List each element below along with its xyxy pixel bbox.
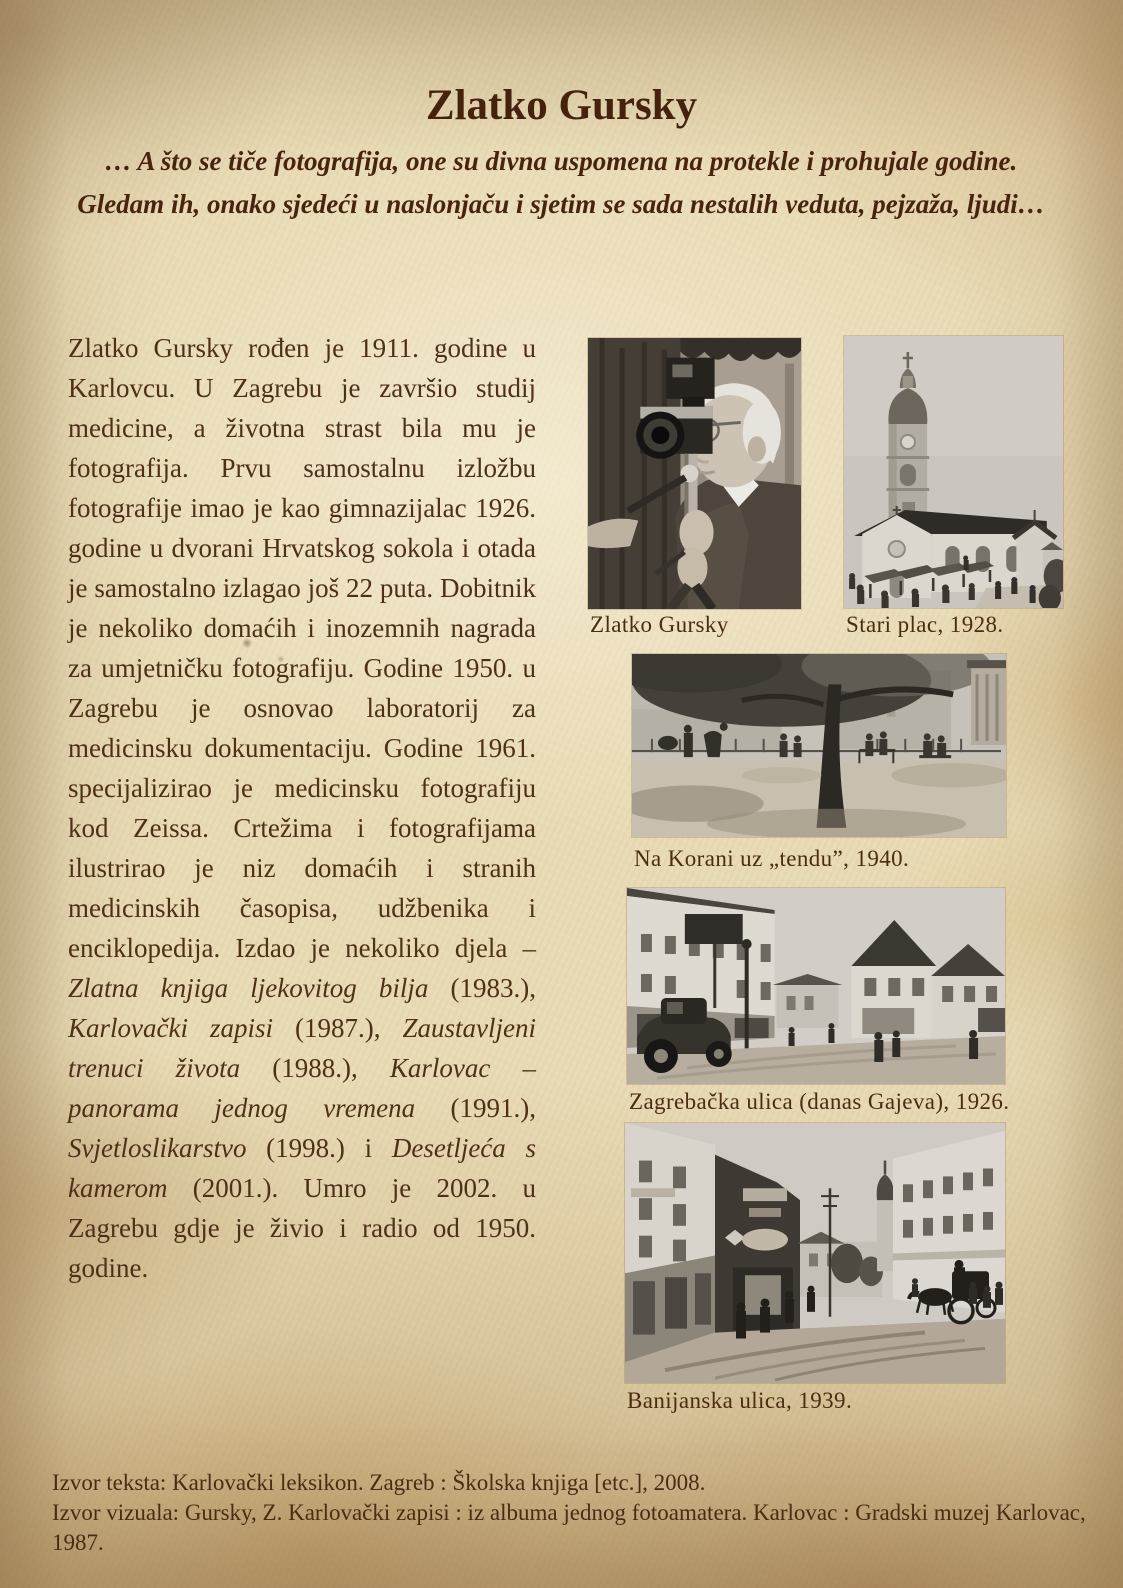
photo-caption-banijanska-ulica: Banijanska ulica, 1939. — [627, 1388, 853, 1413]
portrait-with-camera-image — [588, 338, 801, 609]
photo-banijanska-ulica — [625, 1123, 1005, 1383]
photo-stari-plac — [844, 336, 1063, 608]
source-text-line: Izvor teksta: Karlovački leksikon. Zagreb : Školska knjiga [etc.], 2008. — [52, 1470, 706, 1495]
photo-zlatko-gursky — [588, 338, 801, 609]
photo-caption-na-korani: Na Korani uz „tendu”, 1940. — [634, 846, 910, 871]
church-market-square-image — [844, 336, 1063, 608]
photo-caption-zagrebacka-ulica: Zagrebačka ulica (danas Gajeva), 1926. — [629, 1089, 1010, 1114]
street-carriage-image — [625, 1123, 1005, 1383]
source-visual-line: Izvor vizuala: Gursky, Z. Karlovački zapisi : iz albuma jednog fotoamatera. Karlovac : Gradski muzej Karlovac, 1987. — [52, 1500, 1086, 1555]
intro-quote: … A što se tiče fotografija, one su divna uspomena na protekle i prohujale godine. Gledam ih, onako sjedeći u naslonjaču i sjetim se sada nestalih veduta, pejzaža, ljudi… — [77, 146, 1045, 219]
biography-text: Zlatko Gursky rođen je 1911. godine u Karlovcu. U Zagrebu je završio studij medicine, a životna strast bila mu je fotografija. Prvu samostalnu izložbu fotografije imao je kao gimnazijalac 1926. godine u dvorani Hrvatskog sokola i otada je samostalno izlagao još 22 puta. Dobitnik je nekoliko domaćih i inozemnih nagrada za umjetničku fotografiju. Godine 1950. u Zagrebu je osnovao laboratorij za medicinsku dokumentaciju. Godine 1961. specijalizirao je medicinsku fotografiju kod Zeissa. Crtežima i fotografijama ilustrirao je niz domaćih i stranih medicinskih časopisa, udžbenika i enciklopedija. Izdao je nekoliko djela – Zlatna knjiga ljekovitog bilja (1983.), Karlovački zapisi (1987.), Zaustavljeni trenuci života (1988.), Karlovac – panorama jednog vremena (1991.), Svjetloslikarstvo (1998.) i Desetljeća s kamerom (2001.). Umro je 2002. u Zagrebu gdje je živio i radio od 1950. godine. — [68, 333, 537, 1283]
page-title: Zlatko Gursky — [425, 81, 698, 129]
photo-zagrebacka-ulica — [627, 888, 1005, 1084]
sources-block — [52, 1468, 1100, 1558]
photo-na-korani — [632, 654, 1006, 837]
photo-caption-zlatko-gursky: Zlatko Gursky — [590, 612, 729, 637]
photo-caption-stari-plac: Stari plac, 1928. — [846, 612, 1004, 637]
street-oldtimer-image — [627, 888, 1005, 1084]
riverside-tree-image — [632, 654, 1006, 837]
